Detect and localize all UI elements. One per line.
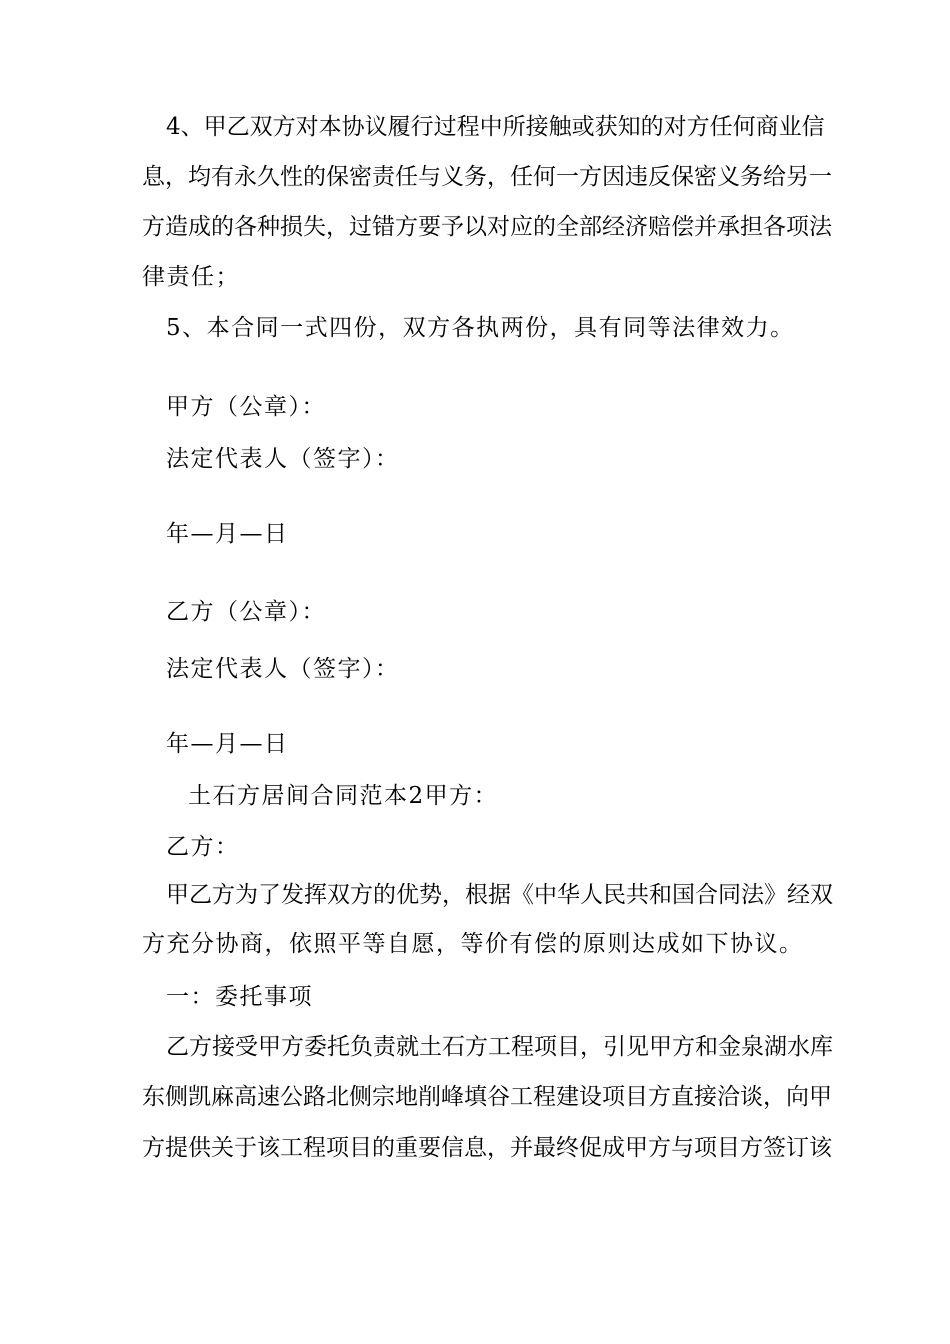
party-a-date-label: 年—月—日 xyxy=(166,521,289,547)
contract-title-line: 土石方居间合同范本2甲方： xyxy=(188,783,499,809)
intro-line-1: 甲乙方为了发挥双方的优势，根据《中华人民共和国合同法》经双 xyxy=(166,882,833,908)
party-b-date-label: 年—月—日 xyxy=(166,731,289,757)
section-1-line-1: 乙方接受甲方委托负责就土石方工程项目，引见甲方和金泉湖水库 xyxy=(166,1034,833,1060)
section-1-line-2: 东侧凯麻高速公路北侧宗地削峰填谷工程建设项目方直接洽谈，向甲 xyxy=(142,1084,832,1110)
party-a-representative-label: 法定代表人（签字）： xyxy=(166,446,400,472)
party-b-representative-label: 法定代表人（签字）： xyxy=(166,656,400,682)
section-1-heading: 一：委托事项 xyxy=(166,984,313,1010)
paragraph-4-line-3: 方造成的各种损失，过错方要予以对应的全部经济赔偿并承担各项法 xyxy=(142,214,832,240)
party-b-label: 乙方： xyxy=(166,834,240,860)
party-a-seal-label: 甲方（公章）： xyxy=(166,394,326,420)
intro-line-2: 方充分协商，依照平等自愿，等价有偿的原则达成如下协议。 xyxy=(142,931,804,957)
section-1-line-3: 方提供关于该工程项目的重要信息，并最终促成甲方与项目方签订该 xyxy=(142,1135,832,1161)
party-b-seal-label: 乙方（公章）： xyxy=(166,599,326,625)
paragraph-5: 5、本合同一式四份，双方各执两份，具有同等法律效力。 xyxy=(166,315,795,341)
paragraph-4-line-2: 息，均有永久性的保密责任与义务，任何一方因违反保密义务给另一 xyxy=(142,164,832,190)
paragraph-4-line-4: 律责任； xyxy=(142,264,240,290)
paragraph-4-line-1: 4、甲乙双方对本协议履行过程中所接触或获知的对方任何商业信 xyxy=(166,114,825,140)
